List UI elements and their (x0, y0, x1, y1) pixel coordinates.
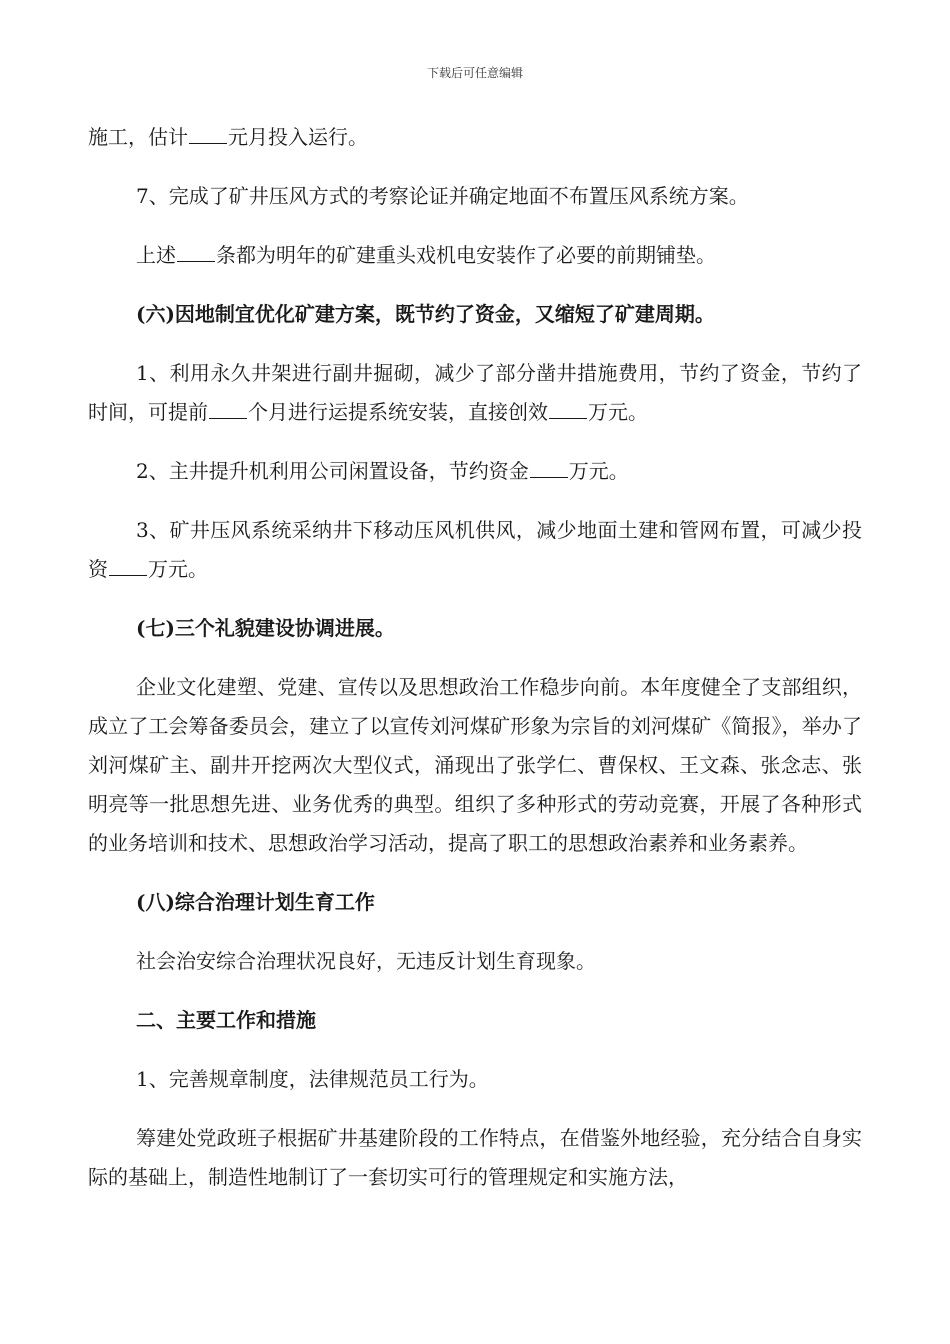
paragraph-culture: 企业文化建塑、党建、宣传以及思想政治工作稳步向前。本年度健全了支部组织，成立了工会筹备委员会，建立了以宣传刘河煤矿形象为宗旨的刘河煤矿《简报》，举办了刘河煤矿主、副井开挖两次大型仪式，涌现出了张学仁、曹保权、王文森、张念志、张明亮等一批思想先进、业务优秀的典型。组织了多种形式的劳动竞赛，开展了各种形式的业务培训和技术、思想政治学习活动，提高了职工的思想政治素养和业务素养。 (88, 675, 862, 855)
fill-blank (549, 402, 587, 419)
section-heading-6: (六)因地制宜优化矿建方案，既节约了资金，又缩短了矿建周期。 (136, 302, 715, 326)
paragraph-item-3: 3、矿井压风系统采纳井下移动压风机供风，减少地面土建和管网布置，可减少投资 万元。 (88, 518, 862, 581)
section-heading-8: (八)综合治理计划生育工作 (136, 890, 375, 914)
document-body (88, 118, 862, 1217)
paragraph-summary: 上述 条都为明年的矿建重头戏机电安装作了必要的前期铺垫。 (136, 243, 716, 267)
fill-blank (530, 461, 568, 478)
paragraph-item-1: 1、利用永久井架进行副井掘砌，减少了部分凿井措施费用，节约了资金，节约了时间，可提前 个月进行运提系统安装，直接创效 万元。 (88, 361, 862, 424)
page-header: 下载后可任意编辑 (426, 66, 523, 80)
paragraph-security: 社会治安综合治理状况良好，无违反计划生育现象。 (136, 949, 596, 973)
paragraph-item-7: 7、完成了矿井压风方式的考察论证并确定地面不布置压风系统方案。 (136, 184, 749, 208)
paragraph-rules: 1、完善规章制度，法律规范员工行为。 (136, 1067, 489, 1091)
section-heading-7: (七)三个礼貌建设协调进展。 (136, 616, 395, 640)
paragraph-management: 筹建处党政班子根据矿井基建阶段的工作特点，在借鉴外地经验，充分结合自身实际的基础上，制造性地制订了一套切实可行的管理规定和实施方法， (88, 1126, 862, 1189)
paragraph-continuation: 施工，估计 元月投入运行。 (88, 125, 368, 149)
fill-blank (189, 127, 227, 144)
fill-blank (209, 402, 247, 419)
fill-blank (177, 245, 215, 262)
paragraph-item-2: 2、主井提升机利用公司闲置设备，节约资金 万元。 (136, 459, 629, 483)
section-heading-main-work: 二、主要工作和措施 (136, 1008, 316, 1032)
fill-blank (109, 559, 147, 576)
